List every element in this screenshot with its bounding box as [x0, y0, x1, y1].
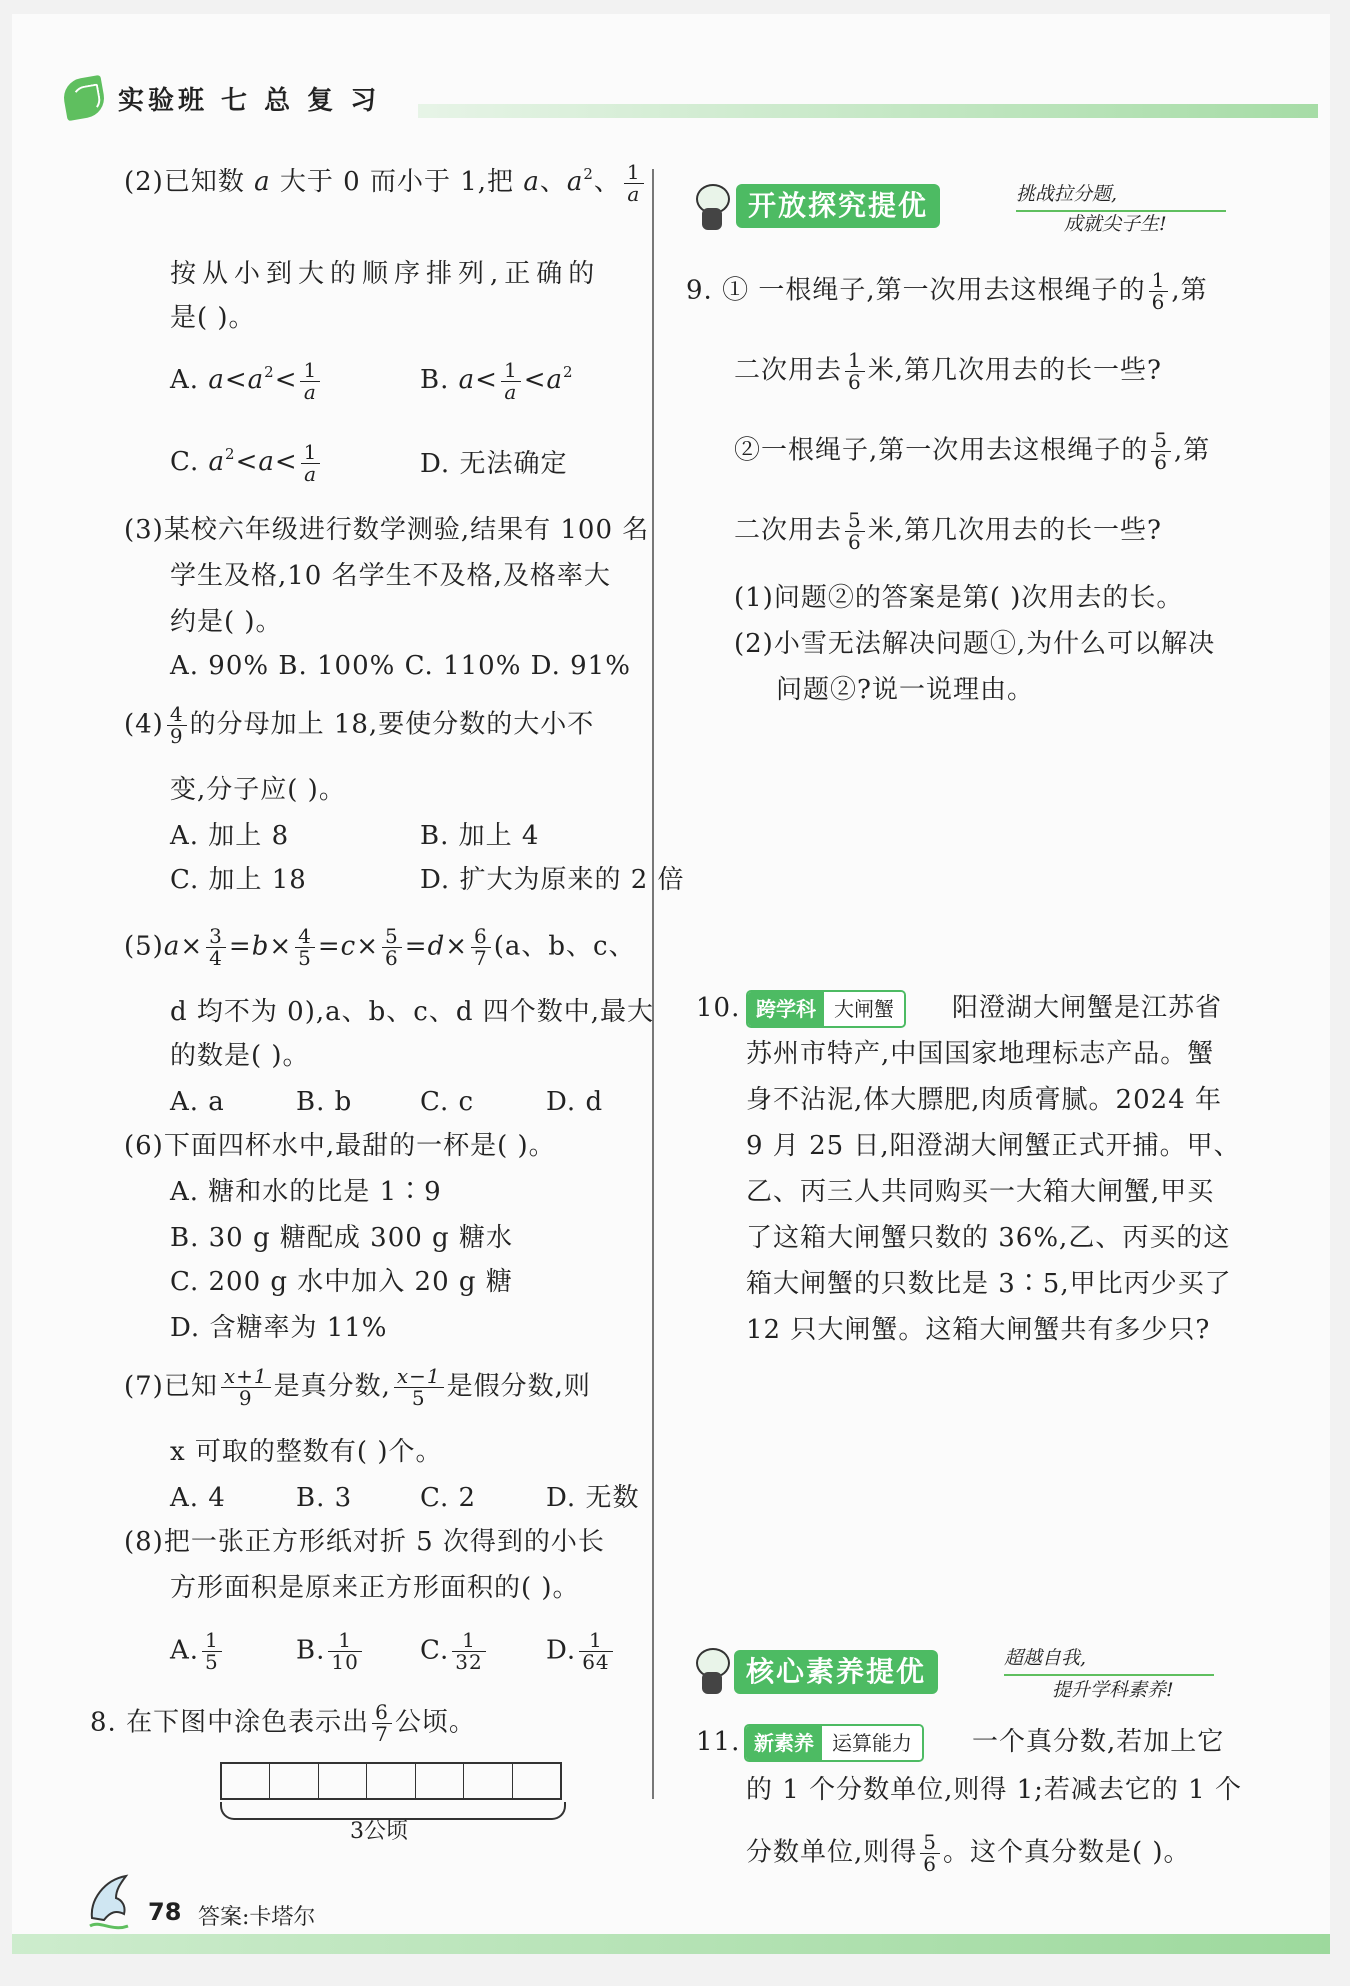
q2-line1: (2)已知数 a 大于 0 而小于 1,把 a、$a^2$、 $\frac{1}{a}$ — [124, 154, 647, 205]
q2-option-c: C. $a^2<a<$ $\frac{1}{a}$ — [170, 434, 323, 485]
p10-line8: 12 只大闸蟹。这箱大闸蟹共有多少只? — [746, 1315, 1211, 1345]
q6-option-b: B. 30 g 糖配成 300 g 糖水 — [170, 1223, 513, 1253]
q6-line1: (6)下面四杯水中,最甜的一杯是( )。 — [124, 1131, 556, 1161]
q5-line2: d 均不为 0),a、b、c、d 四个数中,最大 — [170, 997, 655, 1027]
q7-option-d: D. 无数 — [546, 1483, 640, 1513]
q5-line1: (5)a× $\frac{3}{4}$ =b× $\frac{4}{5}$ =c× $\frac{5}{6}$ =d× $\frac{6}{7}$ (a、b、c、 — [124, 924, 636, 970]
grid-cell[interactable] — [270, 1764, 318, 1798]
grid-cell[interactable] — [464, 1764, 512, 1798]
p9-sub2-line1: (2)小雪无法解决问题①,为什么可以解决 — [734, 629, 1216, 659]
q2-line3: 是( )。 — [170, 303, 256, 333]
p9-sub2-line2: 问题②?说一说理由。 — [776, 675, 1034, 705]
header-band — [418, 104, 1318, 118]
tag-label-topic: 大闸蟹 — [824, 992, 904, 1026]
q3-line1: (3)某校六年级进行数学测验,结果有 100 名 — [124, 515, 650, 545]
p11-line1: 一个真分数,若加上它 — [972, 1727, 1225, 1757]
p11-line3: 分数单位,则得 $\frac{5}{6}$ 。这个真分数是( )。 — [746, 1830, 1191, 1876]
p8-text: 8. 在下图中涂色表示出 $\frac{6}{7}$ 公顷。 — [90, 1700, 476, 1746]
tag-label-skill: 运算能力 — [822, 1726, 922, 1760]
p10-line1: 阳澄湖大闸蟹是江苏省 — [952, 993, 1223, 1023]
q4-option-c: C. 加上 18 — [170, 865, 307, 895]
footer-band — [12, 1934, 1330, 1954]
q4-option-a: A. 加上 8 — [170, 821, 290, 851]
q8-option-b: B. $\frac{1}{10}$ — [296, 1630, 365, 1673]
q5-option-c: C. c — [420, 1087, 475, 1117]
dolphin-icon — [82, 1870, 136, 1936]
q4-option-b: B. 加上 4 — [420, 821, 540, 851]
grid-total-label: 3公顷 — [350, 1819, 408, 1844]
q8-option-a: A. $\frac{1}{5}$ — [170, 1630, 225, 1673]
q7-line2: x 可取的整数有( )个。 — [170, 1437, 443, 1467]
p9-line2: 二次用去 $\frac{1}{6}$ 米,第几次用去的长一些? — [734, 348, 1162, 394]
slogan-underline — [1004, 1674, 1214, 1676]
q6-option-d: D. 含糖率为 11% — [170, 1313, 388, 1343]
q5-option-d: D. d — [546, 1087, 604, 1117]
section2-slogan-line1: 超越自我, — [1004, 1647, 1087, 1669]
q8-line2: 方形面积是原来正方形面积的( )。 — [170, 1573, 580, 1603]
q5-line3: 的数是( )。 — [170, 1041, 310, 1071]
q7-option-a: A. 4 — [170, 1483, 226, 1513]
p9-line1: 9. ① 一根绳子,第一次用去这根绳子的 $\frac{1}{6}$ ,第 — [686, 268, 1208, 314]
p10-line4: 9 月 25 日,阳澄湖大闸蟹正式开捕。甲、 — [746, 1131, 1241, 1161]
q7-line1: (7)已知 $\frac{x+1}{9}$ 是真分数, $\frac{x-1}{5}$ 是假分数,则 — [124, 1364, 591, 1410]
grid-cell[interactable] — [222, 1764, 270, 1798]
q6-option-c: C. 200 g 水中加入 20 g 糖 — [170, 1267, 513, 1297]
mascot-icon — [692, 182, 732, 232]
tag-label-cross-discipline: 跨学科 — [748, 992, 824, 1026]
q2-option-b: B. a< $\frac{1}{a}$ $<a^2$ — [420, 357, 574, 404]
p11-number: 11. — [696, 1727, 741, 1757]
q3-line2: 学生及格,10 名学生不及格,及格率大 — [170, 561, 611, 591]
q4-option-d: D. 扩大为原来的 2 倍 — [420, 865, 685, 895]
p10-line2: 苏州市特产,中国国家地理标志产品。蟹 — [746, 1039, 1215, 1069]
p9-sub1: (1)问题②的答案是第( )次用去的长。 — [734, 583, 1184, 613]
grid-cell[interactable] — [416, 1764, 464, 1798]
q4-line2: 变,分子应( )。 — [170, 775, 346, 805]
leaf-logo-icon — [61, 75, 107, 121]
grid-cell[interactable] — [319, 1764, 367, 1798]
p10-line7: 箱大闸蟹的只数比是 3∶5,甲比丙少买了 — [746, 1269, 1232, 1299]
q8-line1: (8)把一张正方形纸对折 5 次得到的小长 — [124, 1527, 605, 1557]
q6-option-a: A. 糖和水的比是 1∶9 — [170, 1177, 442, 1207]
q2-option-a: A. $a<a^2<$ $\frac{1}{a}$ — [170, 352, 323, 403]
tag-label-new-literacy: 新素养 — [746, 1726, 822, 1760]
section1-slogan-line1: 挑战拉分题, — [1016, 183, 1118, 205]
q2-line2: 按从小到大的顺序排列,正确的 — [170, 259, 601, 289]
q3-line3: 约是( )。 — [170, 607, 283, 637]
workbook-page — [12, 14, 1330, 1954]
q5-option-a: A. a — [170, 1087, 225, 1117]
p9-answer-area[interactable] — [734, 714, 1254, 954]
section-banner-core-literacy: 核心素养提优 — [734, 1650, 938, 1694]
q8-option-c: C. $\frac{1}{32}$ — [420, 1630, 489, 1673]
p10-line6: 了这箱大闸蟹只数的 36%,乙、丙买的这 — [746, 1223, 1231, 1253]
grid-cell[interactable] — [513, 1764, 560, 1798]
q8-option-d: D. $\frac{1}{64}$ — [546, 1630, 616, 1673]
grid-cell[interactable] — [367, 1764, 415, 1798]
mascot-icon — [692, 1646, 732, 1696]
section-banner-open-inquiry: 开放探究提优 — [736, 184, 940, 228]
shading-grid[interactable] — [220, 1762, 562, 1800]
slogan-underline — [1016, 210, 1226, 212]
p10-tag — [746, 990, 906, 1028]
p11-tag — [744, 1724, 924, 1762]
answer-key: 答案:卡塔尔 — [198, 1905, 316, 1930]
column-divider — [652, 169, 654, 1799]
q2-option-d: D. 无法确定 — [420, 449, 568, 479]
q5-option-b: B. b — [296, 1087, 353, 1117]
p10-line3: 身不沾泥,体大膘肥,肉质膏腻。2024 年 — [746, 1085, 1222, 1115]
q7-option-c: C. 2 — [420, 1483, 477, 1513]
q3-options: A. 90% B. 100% C. 110% D. 91% — [170, 651, 631, 681]
q4-line1: (4) $\frac{4}{9}$ 的分母加上 18,要使分数的大小不 — [124, 702, 595, 748]
p10-number: 10. — [696, 993, 741, 1023]
p9-line3: ②一根绳子,第一次用去这根绳子的 $\frac{5}{6}$ ,第 — [734, 428, 1211, 474]
p10-line5: 乙、丙三人共同购买一大箱大闸蟹,甲买 — [746, 1177, 1215, 1207]
q7-option-b: B. 3 — [296, 1483, 353, 1513]
page-number: 78 — [148, 1898, 182, 1926]
section1-slogan-line2: 成就尖子生! — [1064, 213, 1167, 235]
p9-line4: 二次用去 $\frac{5}{6}$ 米,第几次用去的长一些? — [734, 508, 1162, 554]
p10-answer-area[interactable] — [746, 1356, 1246, 1616]
page-header-title: 实验班 七 总 复 习 — [118, 86, 381, 116]
p11-line2: 的 1 个分数单位,则得 1;若减去它的 1 个 — [746, 1775, 1242, 1805]
section2-slogan-line2: 提升学科素养! — [1052, 1679, 1174, 1701]
